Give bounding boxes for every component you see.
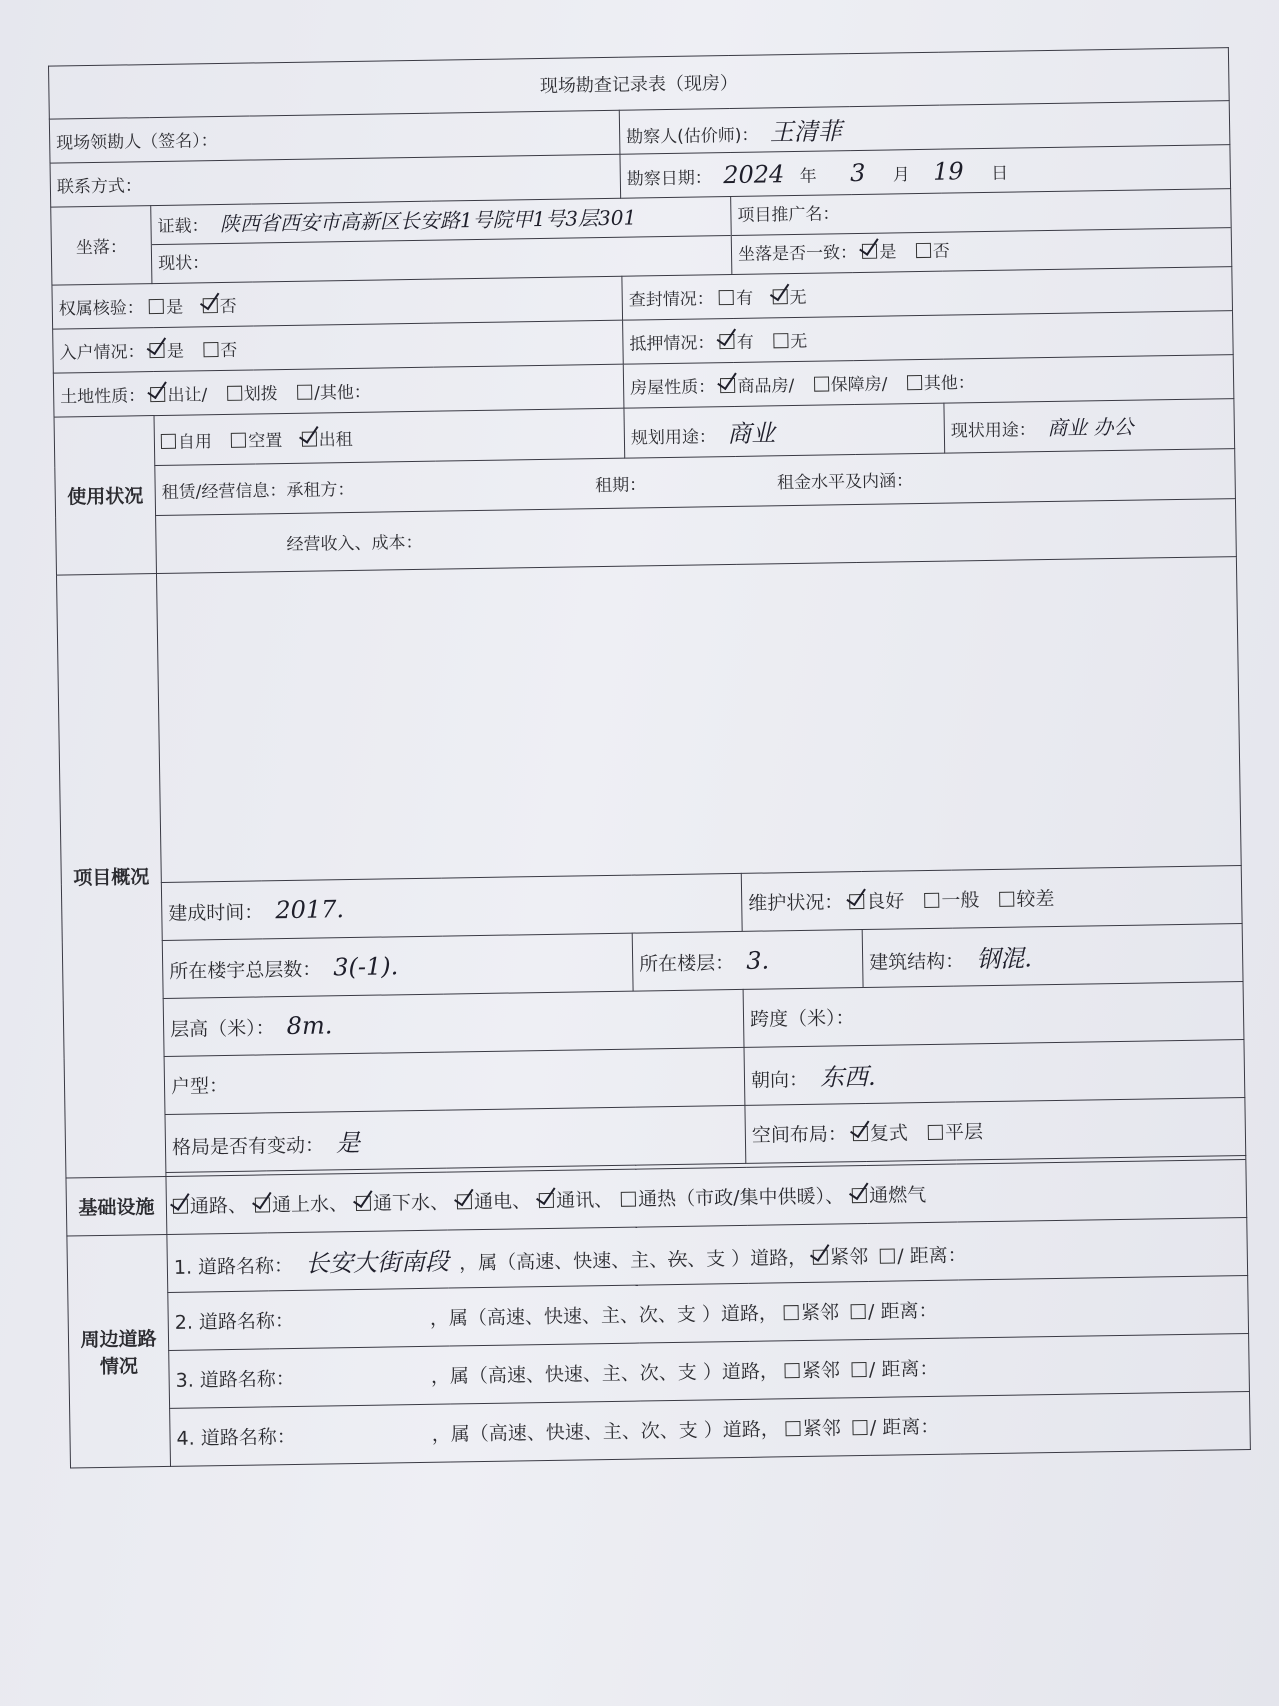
- guide-label: 现场领勘人（签名）：: [56, 131, 218, 154]
- mortgage-yes-checkbox[interactable]: 有: [720, 328, 754, 354]
- usage-options-cell[interactable]: [154, 408, 625, 465]
- road-4-distance-checkbox[interactable]: / 距离：: [853, 1412, 940, 1440]
- empty-box-icon: [784, 1305, 799, 1320]
- consistent-label: 坐落是否一致：: [737, 243, 858, 265]
- span-label: 跨度（米）：: [749, 1007, 855, 1031]
- infra-drain-checkbox[interactable]: 通下水、: [356, 1188, 449, 1216]
- road-3-cell[interactable]: 3. 道路名称： ，属（高速、快速、主、次、支 ）道路， 紧邻 / 距离：: [169, 1333, 1250, 1408]
- ownership-yes-checkbox[interactable]: 是: [149, 293, 183, 319]
- lease-label: 租赁/经营信息：承租方：: [161, 479, 355, 503]
- road-2-distance-checkbox[interactable]: / 距离：: [851, 1296, 938, 1324]
- lease-term-label: 租期：: [595, 475, 647, 497]
- infra-water-supply-checkbox[interactable]: 通上水、: [255, 1189, 348, 1217]
- empty-box-icon: [231, 433, 246, 448]
- structure-cell[interactable]: [862, 924, 1243, 988]
- checked-box-icon: [255, 1197, 270, 1212]
- location-label: 坐落：: [51, 206, 152, 286]
- orientation-label: 朝向：: [750, 1068, 809, 1092]
- road-3-label: 3. 道路名称：: [175, 1367, 296, 1392]
- maintenance-label: 维护状况：: [748, 891, 844, 915]
- checked-box-icon: [302, 432, 317, 447]
- surveyor-signature: 王清菲: [769, 117, 843, 147]
- checked-box-icon: [853, 1126, 868, 1141]
- cert-label: 证载：: [157, 216, 209, 237]
- empty-box-icon: [853, 1420, 868, 1435]
- house-commercial-checkbox[interactable]: 商品房/: [720, 371, 794, 397]
- empty-box-icon: [814, 376, 829, 391]
- total-floors-cell[interactable]: [162, 933, 633, 998]
- empty-box-icon: [149, 299, 164, 314]
- height-value: 8m.: [286, 1010, 333, 1040]
- usage-rent-checkbox[interactable]: 出租: [301, 425, 352, 451]
- seal-no-checkbox[interactable]: 无: [772, 283, 806, 309]
- checked-box-icon: [849, 894, 864, 909]
- current-usage-label: 现状用途：: [950, 420, 1037, 442]
- house-type-label: 房屋性质：: [629, 377, 716, 399]
- infra-power-checkbox[interactable]: 通电、: [457, 1186, 531, 1214]
- maint-poor-checkbox[interactable]: 较差: [999, 884, 1054, 912]
- land-transfer-checkbox[interactable]: 出让/: [150, 380, 207, 406]
- built-time-value: 2017.: [275, 894, 345, 924]
- empty-box-icon: [785, 1363, 800, 1378]
- empty-box-icon: [852, 1362, 867, 1377]
- road-4-cell[interactable]: 4. 道路名称： ，属（高速、快速、主、次、支 ）道路， 紧邻 / 距离：: [170, 1391, 1251, 1466]
- empty-box-icon: [999, 892, 1014, 907]
- empty-box-icon: [719, 290, 734, 305]
- rent-label: 租金水平及内涵：: [776, 471, 914, 494]
- date-day: 19: [932, 156, 964, 186]
- road-1-secondary-marked: 次: [667, 1248, 688, 1272]
- empty-box-icon: [916, 243, 931, 258]
- contact-label: 联系方式：: [56, 176, 143, 198]
- entry-label: 入户情况：: [59, 342, 145, 364]
- roads-label: 周边道路 情况: [67, 1234, 171, 1468]
- seal-yes-checkbox[interactable]: 有: [719, 284, 753, 310]
- total-floors-value: 3(-1).: [333, 951, 399, 981]
- empty-box-icon: [203, 342, 218, 357]
- survey-form: [28, 47, 1273, 1666]
- height-cell[interactable]: [163, 989, 744, 1056]
- checked-box-icon: [862, 244, 877, 259]
- empty-box-icon: [851, 1304, 866, 1319]
- checked-box-icon: [852, 1188, 867, 1203]
- usage-self-checkbox[interactable]: 自用: [161, 427, 212, 453]
- location-right-cell[interactable]: [731, 189, 1232, 275]
- space-layout-cell[interactable]: [745, 1098, 1246, 1164]
- mortgage-no-checkbox[interactable]: 无: [773, 327, 807, 353]
- layout-flat-checkbox[interactable]: 平层: [928, 1117, 983, 1145]
- infra-label: 基础设施: [66, 1176, 167, 1236]
- road-2-cell[interactable]: 2. 道路名称： ，属（高速、快速、主、次、支 ）道路， 紧邻 / 距离：: [168, 1275, 1249, 1350]
- total-floors-label: 所在楼宇总层数：: [169, 958, 322, 983]
- current-status-label: 现状：: [157, 253, 210, 274]
- date-year: 2024: [722, 159, 785, 189]
- checked-box-icon: [150, 387, 165, 402]
- height-label: 层高（米）：: [169, 1016, 275, 1041]
- infra-telecom-checkbox[interactable]: 通讯、: [539, 1185, 613, 1213]
- project-notes-area[interactable]: [156, 557, 1241, 883]
- road-3-adjacent-checkbox[interactable]: 紧邻: [785, 1355, 840, 1383]
- checked-box-icon: [150, 343, 165, 358]
- cert-value: 陕西省西安市高新区长安路1号院甲1号3层301: [219, 205, 637, 237]
- day-char: 日: [990, 163, 1009, 184]
- orientation-cell[interactable]: [744, 1040, 1245, 1106]
- checked-box-icon: [539, 1193, 554, 1208]
- date-month: 3: [849, 158, 866, 187]
- checked-box-icon: [173, 1199, 188, 1214]
- span-cell[interactable]: [743, 982, 1244, 1048]
- project-label: 项目概况: [57, 574, 166, 1178]
- entry-no-checkbox[interactable]: 否: [203, 336, 237, 362]
- layout-change-cell[interactable]: [165, 1105, 746, 1172]
- maint-good-checkbox[interactable]: 良好: [849, 886, 904, 914]
- structure-value: 钢混.: [975, 944, 1033, 974]
- land-other-checkbox[interactable]: /其他：: [297, 378, 371, 404]
- usage-label: 使用状况: [54, 416, 156, 576]
- floor-label: 所在楼层：: [639, 951, 735, 976]
- seal-label: 查封情况：: [628, 289, 714, 311]
- checked-box-icon: [772, 289, 787, 304]
- checked-box-icon: [356, 1196, 371, 1211]
- road-1-distance-checkbox[interactable]: / 距离：: [880, 1240, 967, 1268]
- consistent-yes-checkbox[interactable]: 是: [862, 233, 897, 272]
- unit-type-cell[interactable]: [164, 1047, 745, 1114]
- orientation-value: 东西.: [819, 1062, 876, 1092]
- consistent-no-checkbox[interactable]: 否: [916, 233, 951, 272]
- road-2-label: 2. 道路名称：: [174, 1309, 295, 1334]
- month-char: 月: [892, 164, 910, 185]
- current-usage-cell[interactable]: [944, 399, 1235, 454]
- maint-normal-checkbox[interactable]: 一般: [924, 885, 979, 913]
- empty-box-icon: [297, 385, 312, 400]
- road-1-label: 1. 道路名称：: [173, 1254, 294, 1279]
- structure-label: 建筑结构：: [869, 950, 965, 974]
- road-4-label: 4. 道路名称：: [176, 1425, 296, 1450]
- built-time-cell[interactable]: [161, 873, 742, 940]
- checked-box-icon: [720, 334, 735, 349]
- empty-box-icon: [928, 1125, 943, 1140]
- surveyor-label: 勘察人(估价师)：: [626, 125, 759, 148]
- empty-box-icon: [880, 1249, 895, 1264]
- floor-cell[interactable]: [632, 930, 863, 992]
- empty-box-icon: [924, 893, 939, 908]
- empty-box-icon: [907, 375, 922, 390]
- road-1-value: 长安大街南段: [304, 1247, 450, 1278]
- plan-usage-cell[interactable]: [624, 403, 945, 458]
- unit-type-label: 户型：: [170, 1074, 229, 1098]
- year-char: 年: [799, 166, 817, 187]
- checked-box-icon: [457, 1194, 472, 1209]
- empty-box-icon: [621, 1192, 636, 1207]
- land-allocate-checkbox[interactable]: 划拨: [227, 379, 278, 405]
- house-affordable-checkbox[interactable]: 保障房/: [813, 370, 887, 396]
- ownership-label: 权属核验：: [58, 298, 144, 320]
- date-label: 勘察日期：: [626, 167, 712, 190]
- empty-box-icon: [786, 1421, 801, 1436]
- road-1-adjacent-checkbox[interactable]: 紧邻: [813, 1242, 868, 1270]
- layout-duplex-checkbox[interactable]: 复式: [853, 1118, 908, 1146]
- mortgage-label: 抵押情况：: [629, 333, 715, 355]
- checked-box-icon: [720, 378, 735, 393]
- layout-change-label: 格局是否有变动：: [171, 1134, 325, 1159]
- plan-usage-value: 商业: [727, 419, 776, 449]
- plan-usage-label: 规划用途：: [630, 427, 717, 449]
- land-label: 土地性质：: [60, 386, 146, 408]
- road-3-distance-checkbox[interactable]: / 距离：: [852, 1354, 939, 1382]
- road-1-cell[interactable]: 1. 道路名称： 长安大街南段 ，属（高速、快速、主、次、支 ）道路， 紧邻 / 距离：: [167, 1217, 1248, 1292]
- survey-table: [48, 47, 1251, 1468]
- road-2-adjacent-checkbox[interactable]: 紧邻: [784, 1297, 839, 1325]
- road-4-adjacent-checkbox[interactable]: 紧邻: [786, 1413, 841, 1441]
- infra-road-checkbox[interactable]: 通路、: [173, 1191, 247, 1219]
- form-title: 现场勘查记录表（现房）: [49, 48, 1230, 120]
- infra-gas-checkbox[interactable]: 通燃气: [852, 1180, 926, 1208]
- current-usage-value: 商业 办公: [1047, 414, 1134, 441]
- space-layout-label: 空间布局：: [751, 1123, 848, 1147]
- entry-yes-checkbox[interactable]: 是: [150, 337, 184, 363]
- built-time-label: 建成时间：: [168, 900, 264, 925]
- infra-heat-checkbox[interactable]: 通热（市政/集中供暖）、: [621, 1181, 844, 1211]
- location-cert-cell[interactable]: [151, 196, 732, 283]
- usage-vacant-checkbox[interactable]: 空置: [231, 426, 282, 452]
- checked-box-icon: [202, 298, 217, 313]
- empty-box-icon: [227, 386, 242, 401]
- empty-box-icon: [773, 333, 788, 348]
- ownership-no-checkbox[interactable]: 否: [202, 292, 236, 318]
- layout-change-value: 是: [335, 1128, 361, 1158]
- income-label: 经营收入、成本：: [286, 532, 423, 555]
- checked-box-icon: [813, 1250, 828, 1265]
- empty-box-icon: [161, 434, 176, 449]
- house-other-checkbox[interactable]: 其他：: [907, 368, 975, 394]
- promo-label: 项目推广名：: [737, 204, 840, 226]
- maintenance-cell[interactable]: [741, 866, 1242, 932]
- floor-value: 3.: [745, 945, 770, 975]
